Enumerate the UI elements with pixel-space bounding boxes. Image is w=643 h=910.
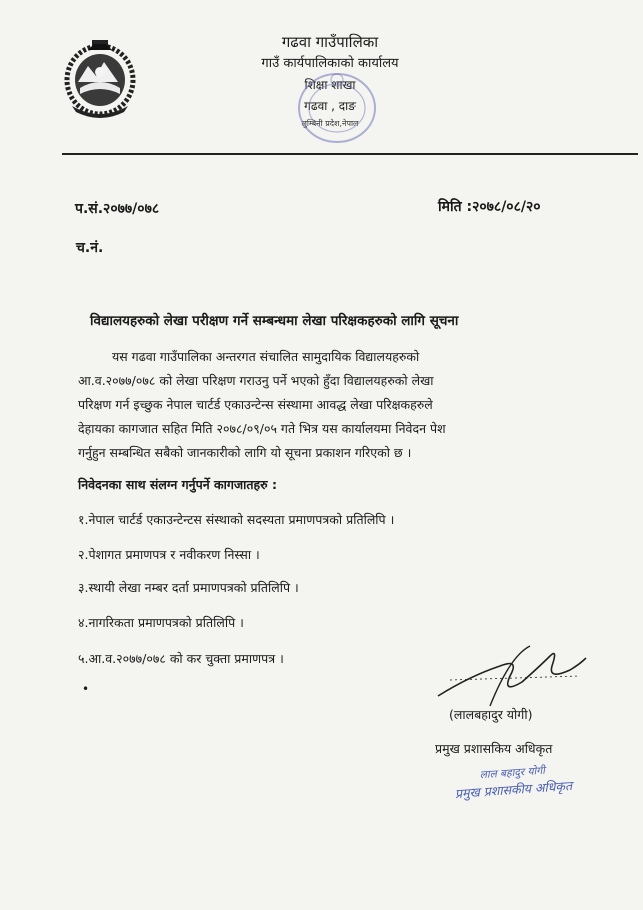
body-line: गर्नुहुन सम्बन्धित सबैको जानकारीको लागि यो सूचना प्रकाशन गरिएको छ । bbox=[78, 445, 412, 460]
attachment-item: ४.नागरिकता प्रमाणपत्रको प्रतिलिपि । bbox=[78, 615, 244, 630]
body-line: देहायका कागजात सहित मिति २०७८/०९/०५ गते भित्र यस कार्यालयमा निवेदन पेश bbox=[78, 421, 446, 436]
nepal-emblem-icon bbox=[62, 36, 138, 118]
body-line: आ.व.२०७७/०७८ को लेखा परिक्षण गराउनु पर्ने भएको हुँदा विद्यालयहरुको लेखा bbox=[78, 373, 434, 388]
office-stamp-icon bbox=[292, 66, 382, 150]
attachments-heading: निवेदनका साथ संलग्न गर्नुपर्ने कागजातहरु : bbox=[78, 477, 277, 492]
office-name: गढवा गाउँपालिका bbox=[281, 33, 379, 51]
header-divider bbox=[62, 153, 638, 155]
notice-body bbox=[78, 345, 580, 465]
attachment-item: ३.स्थायी लेखा नम्बर दर्ता प्रमाणपत्रको प्रतिलिपि । bbox=[78, 580, 299, 595]
signatory-title: प्रमुख प्रशासकिय अधिकृत bbox=[435, 741, 553, 756]
bullet-dot: • bbox=[82, 682, 90, 696]
stamp-name: लाल बहादुर योगी bbox=[479, 764, 546, 782]
signatory-stamp bbox=[447, 761, 579, 804]
attachment-item: ५.आ.व.२०७७/०७८ को कर चुक्ता प्रमाणपत्र । bbox=[78, 651, 284, 666]
body-line: परिक्षण गर्न इच्छुक नेपाल चार्टर्ड एकाउन्टेन्स संस्थामा आवद्ध लेखा परिक्षकहरुले bbox=[78, 397, 433, 412]
attachment-item: १.नेपाल चार्टर्ड एकाउन्टेन्टस संस्थाको सदस्यता प्रमाणपत्रको प्रतिलिपि । bbox=[78, 512, 395, 527]
reference-number: प.सं.२०७७/०७८ bbox=[75, 201, 160, 217]
signatory-name: (लालबहादुर योगी) bbox=[449, 707, 533, 722]
office-subtitle: गाउँ कार्यपालिकाको कार्यालय bbox=[261, 56, 399, 71]
office-address: गढवा , दाङ bbox=[304, 99, 356, 113]
attachment-item: २.पेशागत प्रमाणपत्र र नवीकरण निस्सा । bbox=[78, 547, 260, 562]
chalani-number: च.नं. bbox=[76, 240, 104, 256]
stamp-title: प्रमुख प्रशासकीय अधिकृत bbox=[454, 777, 573, 802]
office-branch: शिक्षा शाखा bbox=[304, 78, 356, 92]
office-province: लुम्बिनी प्रदेश,नेपाल bbox=[301, 119, 359, 128]
letter-date: मिति :२०७८/०८/२० bbox=[438, 199, 541, 215]
body-line: यस गढवा गाउँपालिका अन्तरगत संचालित सामुदायिक विद्यालयहरुको bbox=[112, 349, 420, 364]
notice-subject: विद्यालयहरुको लेखा परीक्षण गर्ने सम्बन्धमा लेखा परिक्षकहरुको लागि सूचना bbox=[90, 313, 459, 329]
signature-icon bbox=[430, 636, 600, 716]
